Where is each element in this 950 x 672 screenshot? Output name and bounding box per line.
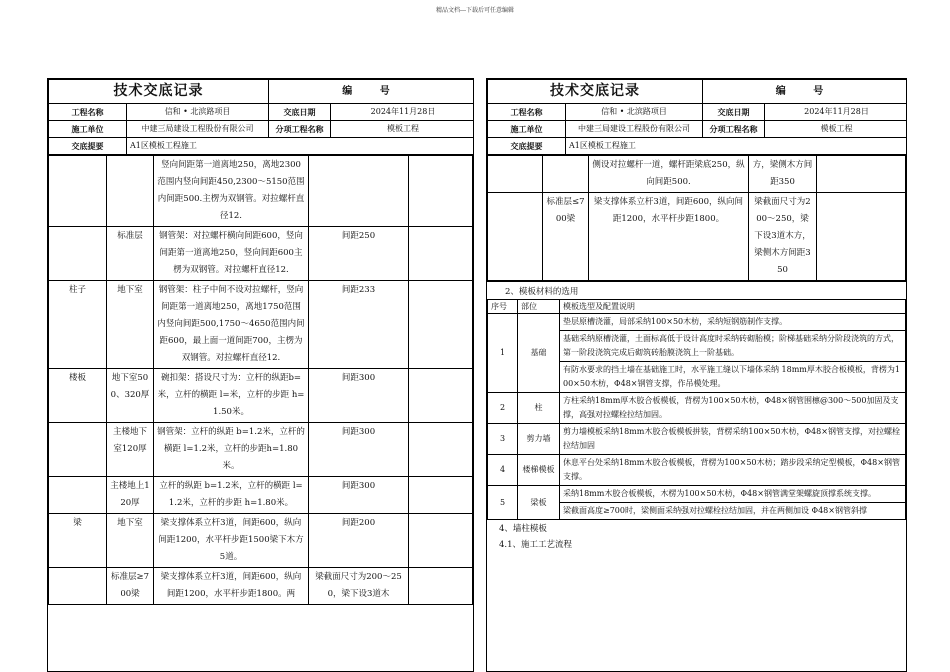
cell-part — [488, 193, 543, 281]
sub-label: 分项工程名称 — [269, 121, 331, 138]
cell-spacing: 间距300 — [309, 369, 409, 423]
cell-part: 楼梯模板 — [518, 455, 560, 486]
section-heading-2: 2、模板材料的选用 — [487, 281, 906, 299]
summary-label: 交底提要 — [49, 138, 127, 155]
cell-part: 柱 — [518, 393, 560, 424]
sub-value: 模板工程 — [331, 121, 475, 138]
cell-part: 基础 — [518, 314, 560, 393]
cell-part: 梁 — [49, 514, 107, 568]
table-row — [49, 281, 473, 369]
doc-title: 技术交底记录 — [488, 80, 703, 104]
cell-desc: 有防水要求的挡土墙在基础施工时，水平施工缝以下墙体采纳 18mm厚木胶合板模板，背楞为100×50木枋，Φ48×钢管支撑，作吊模处理。 — [560, 362, 906, 393]
table-row — [488, 393, 906, 424]
cell-spacing — [309, 156, 409, 227]
cell-part: 梁板 — [518, 486, 560, 520]
cell-desc: 梁支撑体系立杆3道，间距600，纵向间距1200，水平杆步距1800。 — [589, 193, 749, 281]
cell-spacing: 间距233 — [309, 281, 409, 369]
table-row — [49, 514, 473, 568]
cell-floor: 标准层≥700梁 — [107, 568, 154, 605]
cell-no: 1 — [488, 314, 518, 393]
materials-header-row — [488, 300, 906, 314]
left-header-table — [48, 79, 474, 155]
cell-part: 柱子 — [49, 281, 107, 369]
cell-spacing: 方，梁侧木方间距350 — [749, 156, 817, 193]
cell-spacing: 间距300 — [309, 423, 409, 477]
cell-spacing: 梁截面尺寸为200～250，梁下设3道木方，梁侧木方间距350 — [749, 193, 817, 281]
cell-floor: 主楼地下室120厚 — [107, 423, 154, 477]
cell-desc: 钢管架：柱子中间不设对拉螺杆，竖向间距第一道离地250，离地1750范围内竖向间距500,1750～4650范围内间距600，最上面一道间距700，主楞为双钢管。对拉螺杆直径12. — [154, 281, 309, 369]
cell-floor: 地下室500、320厚 — [107, 369, 154, 423]
table-row — [488, 486, 906, 503]
section-heading-4-1: 4.1、施工工艺流程 — [499, 540, 573, 551]
top-note: 精品文档---下载后可任意编辑 — [435, 7, 515, 14]
cell-desc: 竖向间距第一道离地250，离地2300范围内竖向间距450,2300～5150范围内间距500.主楞为双钢管。对拉螺杆直径12. — [154, 156, 309, 227]
unit-value: 中建三局建设工程股份有限公司 — [566, 121, 703, 138]
cell-desc: 采纳18mm木胶合板模板，木楞为100×50木枋，Φ48×钢管满堂架螺旋顶撑系统支撑。 — [560, 486, 906, 503]
cell-part — [49, 568, 107, 605]
table-row — [49, 227, 473, 281]
summary-value: A1区模板工程施工 — [127, 138, 475, 155]
cell-desc: 侧设对拉螺杆一道，螺杆距梁底250，纵向间距500. — [589, 156, 749, 193]
table-row — [488, 455, 906, 486]
table-row — [488, 193, 906, 281]
cell-desc: 钢管架：对拉螺杆横向间距600，竖向间距第一道离地250，竖向间距600主楞为双钢管。对拉螺杆直径12. — [154, 227, 309, 281]
project-value: 信和 • 北滨路项目 — [127, 104, 269, 121]
cell-desc: 方柱采纳18mm厚木胶合板模板，背楞为100×50木枋，Φ48×钢管围檩@300～500加固及支撑，高强对拉螺栓拉结加固。 — [560, 393, 906, 424]
cell-part: 楼板 — [49, 369, 107, 423]
cell-part — [488, 156, 543, 193]
cell-no: 4 — [488, 455, 518, 486]
cell-floor — [543, 156, 589, 193]
right-body-table — [487, 155, 906, 281]
cell-desc: 钢管架：立杆的纵距 b=1.2米，立杆的横距 l=1.2米，立杆的步距h=1.80米。 — [154, 423, 309, 477]
cell-no: 2 — [488, 393, 518, 424]
right-sheet — [486, 78, 907, 672]
cell-part — [49, 423, 107, 477]
summary-label: 交底提要 — [488, 138, 566, 155]
cell-floor: 主楼地上120厚 — [107, 477, 154, 514]
cell-part — [49, 227, 107, 281]
table-row — [49, 369, 473, 423]
cell-floor: 标准层 — [107, 227, 154, 281]
summary-value: A1区模板工程施工 — [566, 138, 908, 155]
cell-desc: 碗扣架：搭设尺寸为：立杆的纵距b=米，立杆的横距 l=米，立杆的步距 h=1.50米。 — [154, 369, 309, 423]
cell-floor: 标准层≤700梁 — [543, 193, 589, 281]
table-row — [49, 156, 473, 227]
cell-desc: 基础采纳原槽浇灌，土面标高低于设计高度时采纳砖砌胎模；阶梯基础采纳分阶段浇筑的方式，第一阶段浇筑完成后砌筑砖胎膜浇筑上一阶基础。 — [560, 331, 906, 362]
table-row — [49, 423, 473, 477]
cell-no: 5 — [488, 486, 518, 520]
section-heading-4: 4、墙柱模板 — [499, 524, 547, 535]
cell-no: 3 — [488, 424, 518, 455]
doc-title: 技术交底记录 — [49, 80, 269, 104]
project-label: 工程名称 — [49, 104, 127, 121]
cell-desc: 梁截面高度≥700时，梁侧面采纳强对拉螺栓拉结加固，并在两侧加设 Φ48×钢管斜撑 — [560, 503, 906, 520]
cell-desc: 梁支撑体系立杆3道，间距600，纵向间距1200，水平杆步距1500梁下木方5道。 — [154, 514, 309, 568]
cell-spacing: 梁截面尺寸为200～250，梁下设3道木 — [309, 568, 409, 605]
cell-floor: 地下室 — [107, 514, 154, 568]
cell-floor — [107, 156, 154, 227]
unit-label: 施工单位 — [488, 121, 566, 138]
sub-label: 分项工程名称 — [703, 121, 765, 138]
header-part: 部位 — [518, 300, 560, 314]
table-row — [488, 156, 906, 193]
table-row — [488, 424, 906, 455]
unit-value: 中建三局建设工程股份有限公司 — [127, 121, 269, 138]
table-row — [49, 477, 473, 514]
project-value: 信和 • 北滨路项目 — [566, 104, 703, 121]
cell-spacing: 间距200 — [309, 514, 409, 568]
cell-desc: 立杆的纵距 b=1.2米，立杆的横距 l=1.2米，立杆的步距 h=1.80米。 — [154, 477, 309, 514]
date-label: 交底日期 — [269, 104, 331, 121]
cell-part: 剪力墙 — [518, 424, 560, 455]
cell-floor: 地下室 — [107, 281, 154, 369]
project-label: 工程名称 — [488, 104, 566, 121]
left-body-table — [48, 155, 473, 605]
header-desc: 模板选型及配置说明 — [560, 300, 906, 314]
cell-desc: 梁支撑体系立杆3道，间距600，纵向间距1200，水平杆步距1800。两 — [154, 568, 309, 605]
table-row — [49, 568, 473, 605]
date-value: 2024年11月28日 — [765, 104, 908, 121]
cell-part — [49, 477, 107, 514]
left-sheet — [47, 78, 474, 672]
table-row — [488, 314, 906, 331]
cell-desc: 垫层原槽浇灌，局部采纳100×50木枋，采纳短钢筋制作支撑。 — [560, 314, 906, 331]
cell-desc: 剪力墙模板采纳18mm木胶合板模板拼装，背楞采纳100×50木枋，Φ48×钢管支撑，对拉螺栓拉结加固 — [560, 424, 906, 455]
code-label: 编 号 — [269, 80, 475, 104]
code-label: 编 号 — [703, 80, 908, 104]
unit-label: 施工单位 — [49, 121, 127, 138]
materials-table — [487, 299, 906, 520]
cell-spacing: 间距250 — [309, 227, 409, 281]
cell-desc: 休息平台处采纳18mm木胶合板模板，背楞为100×50木枋；踏步段采纳定型模板，Φ48×钢管支撑。 — [560, 455, 906, 486]
cell-spacing: 间距300 — [309, 477, 409, 514]
header-no: 序号 — [488, 300, 518, 314]
date-value: 2024年11月28日 — [331, 104, 475, 121]
date-label: 交底日期 — [703, 104, 765, 121]
cell-part — [49, 156, 107, 227]
sub-value: 模板工程 — [765, 121, 908, 138]
right-header-table — [487, 79, 907, 155]
